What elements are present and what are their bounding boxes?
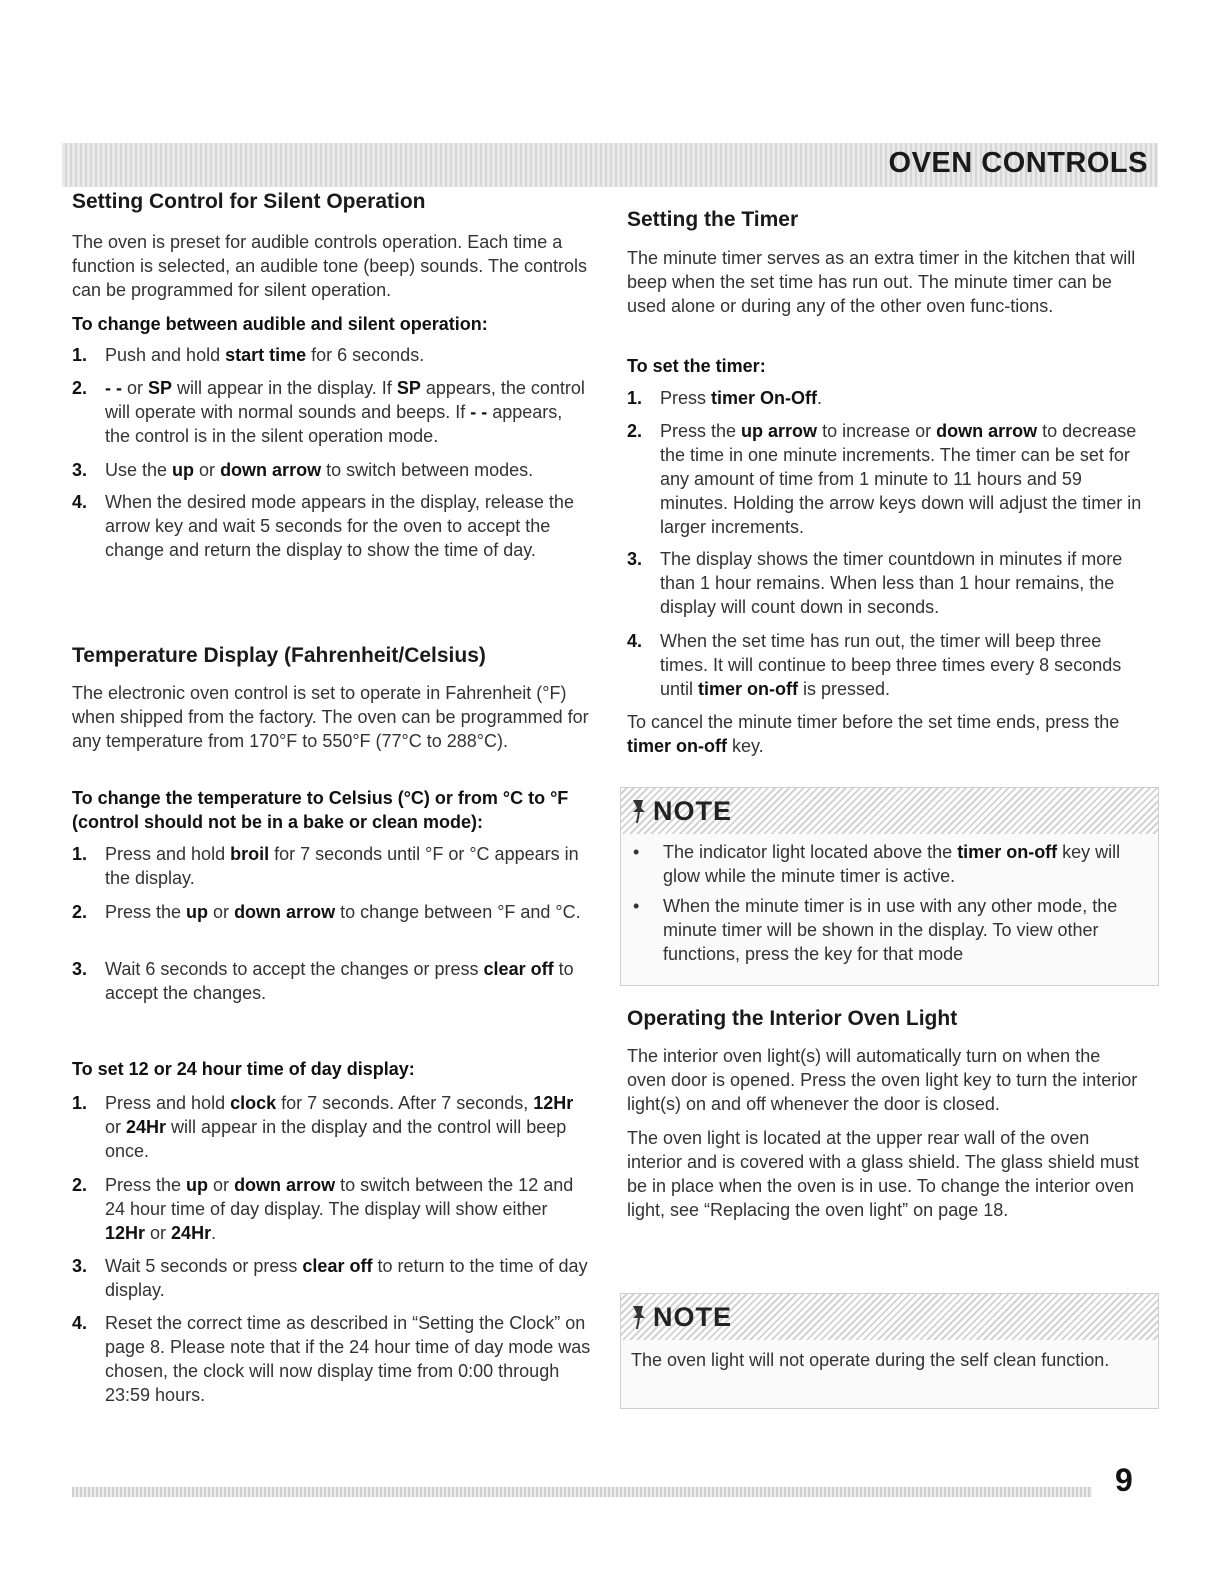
silent-operation-title: Setting Control for Silent Operation — [72, 190, 426, 213]
temperature-subheading: To change the temperature to Celsius (°C) or from °C to °F (control should not be in a bake or clean mode): — [72, 788, 569, 832]
silent-step-1: 1. Push and hold start time for 6 seconds. — [72, 345, 425, 365]
silent-step-4: 4. When the desired mode appears in the display, release the arrow key and wait 5 seconds for the oven to accept the change and return the display to show the time of day. — [72, 492, 574, 560]
timer-step-4: 4. When the set time has run out, the timer will beep three times. It will continue to beep three times every 8 seconds until timer on-off is pressed. — [627, 631, 1122, 699]
silent-step-2: 2. - - or SP will appear in the display. If SP appears, the control will operate with normal sounds and beeps. If - - appears, the control is in the silent operation mode. — [72, 378, 585, 446]
note-title: NOTE — [653, 796, 733, 826]
section-header-bar — [62, 143, 1158, 187]
clock-step-1: 1. Press and hold clock for 7 seconds. After 7 seconds, 12Hr or 24Hr will appear in the display and the control will beep once. — [72, 1093, 574, 1161]
temperature-step-1: 1. Press and hold broil for 7 seconds until °F or °C appears in the display. — [72, 844, 579, 888]
clock-step-2: 2. Press the up or down arrow to switch between the 12 and 24 hour time of day display. The display will show either 12Hr or 24Hr. — [72, 1175, 574, 1243]
temperature-step-3: 3. Wait 6 seconds to accept the changes or press clear off to accept the changes. — [72, 959, 574, 1003]
silent-step-3: 3. Use the up or down arrow to switch between modes. — [72, 460, 534, 480]
page-section-title: OVEN CONTROLS — [888, 147, 1148, 179]
oven-light-title: Operating the Interior Oven Light — [627, 1007, 958, 1030]
silent-operation-subheading: To change between audible and silent operation: — [72, 314, 488, 334]
thumbtack-icon — [631, 798, 647, 824]
footer-bar — [72, 1487, 1092, 1497]
note-header — [621, 1294, 1158, 1340]
light-note-box — [620, 1293, 1159, 1409]
timer-step-3: 3. The display shows the timer countdown in minutes if more than 1 hour remains. When less than 1 hour remains, the display will count down in seconds. — [627, 549, 1123, 617]
temperature-display-title: Temperature Display (Fahrenheit/Celsius) — [72, 644, 486, 667]
note-text: The oven light will not operate during the self clean function. — [631, 1350, 1110, 1370]
timer-step-2: 2. Press the up arrow to increase or down arrow to decrease the time in one minute increments. The timer can be set for any amount of time from 1 minute to 11 hours and 59 minutes. Holding the arrow keys down will adjust the timer in larger increments. — [627, 421, 1142, 537]
temperature-display-intro: The electronic oven control is set to operate in Fahrenheit (°F) when shipped from the factory. The oven can be programmed for any temperature from 170°F to 550°F (77°C to 288°C). — [72, 683, 589, 751]
timer-note-box — [620, 787, 1159, 986]
note-title: NOTE — [653, 1302, 733, 1332]
timer-title: Setting the Timer — [627, 208, 799, 231]
note-item: • The indicator light located above the timer on-off key will glow while the minute timer is active. — [663, 840, 1144, 888]
clock-mode-subheading: To set 12 or 24 hour time of day display: — [72, 1059, 415, 1079]
clock-step-4: 4. Reset the correct time as described in “Setting the Clock” on page 8. Please note that if the 24 hour time of day mode was chosen, the clock will now display time from 0:00 through 23:59 hours. — [72, 1313, 591, 1405]
note-header — [621, 788, 1158, 834]
oven-light-para-2: The oven light is located at the upper rear wall of the oven interior and is covered with a glass shield. The glass shield must be in place when the oven is in use. To change the interior oven light, see “Replacing the oven light” on page 18. — [627, 1128, 1139, 1220]
thumbtack-icon — [631, 1304, 647, 1330]
temperature-step-2: 2. Press the up or down arrow to change between °F and °C. — [72, 902, 581, 922]
oven-light-para-1: The interior oven light(s) will automatically turn on when the oven door is opened. Press the oven light key to turn the interior light(s) on and off whenever the door is closed. — [627, 1046, 1138, 1114]
timer-subheading: To set the timer: — [627, 356, 766, 376]
note-item: • When the minute timer is in use with any other mode, the minute timer will be shown in the display. To view other functions, press the key for that mode — [663, 894, 1144, 966]
silent-operation-intro: The oven is preset for audible controls operation. Each time a function is selected, an audible tone (beep) sounds. The controls can be programmed for silent operation. — [72, 232, 587, 300]
timer-intro: The minute timer serves as an extra timer in the kitchen that will beep when the set time has run out. The minute timer can be used alone or during any of the other oven func-tions. — [627, 248, 1136, 316]
timer-cancel-text: To cancel the minute timer before the set time ends, press the timer on-off key. — [627, 712, 1120, 756]
page-number: 9 — [1115, 1462, 1133, 1498]
timer-step-1: 1. Press timer On-Off. — [627, 388, 823, 408]
clock-step-3: 3. Wait 5 seconds or press clear off to return to the time of day display. — [72, 1256, 588, 1300]
